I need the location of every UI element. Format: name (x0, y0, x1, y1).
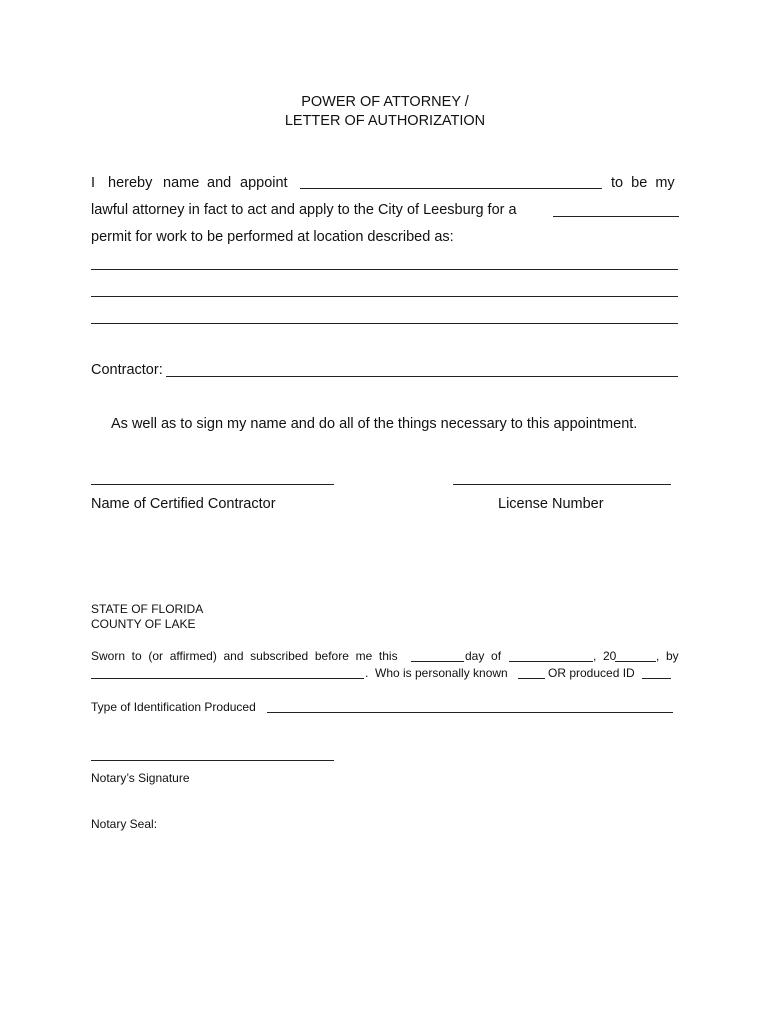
produced-id-blank[interactable] (642, 678, 671, 679)
notary-seal-label: Notary Seal: (91, 817, 158, 831)
notary-signature-line[interactable] (91, 760, 334, 761)
name-of-contractor-label: Name of Certified Contractor (91, 496, 276, 512)
license-number-label: License Number (498, 496, 604, 512)
type-of-id-label: Type of Identification Produced (91, 700, 256, 714)
notary-state: STATE OF FLORIDA (91, 602, 204, 616)
notary-county: COUNTY OF LAKE (91, 617, 196, 631)
sworn-year-blank[interactable] (615, 661, 656, 662)
appoint-tail-text: to be my (611, 175, 675, 191)
type-of-id-blank[interactable] (267, 712, 673, 713)
sworn-by-name-blank[interactable] (91, 678, 364, 679)
document-title-line1: POWER OF ATTORNEY / (301, 94, 469, 110)
location-blank-line-1[interactable] (91, 269, 678, 270)
sworn-day-of-text: day of (465, 649, 502, 663)
sworn-year-prefix: , 20 (593, 649, 617, 663)
produced-id-text: OR produced ID (548, 666, 635, 680)
sworn-month-blank[interactable] (509, 661, 593, 662)
location-blank-line-3[interactable] (91, 323, 678, 324)
appoint-word-appoint: appoint (240, 175, 288, 191)
sign-authorization-text: As well as to sign my name and do all of the things necessary to this appointment. (111, 416, 638, 432)
sworn-by-text: , by (656, 649, 679, 663)
appoint-word-hereby: hereby (108, 175, 153, 191)
location-blank-line-2[interactable] (91, 296, 678, 297)
contractor-label: Contractor: (91, 362, 163, 378)
appoint-word-i: I (91, 175, 96, 191)
document-title-line2: LETTER OF AUTHORIZATION (284, 113, 486, 129)
sworn-day-blank[interactable] (411, 661, 464, 662)
personally-known-text: . Who is personally known (365, 666, 508, 680)
location-description-text: permit for work to be performed at location described as: (91, 229, 454, 245)
permit-type-blank[interactable] (553, 216, 679, 217)
license-number-line[interactable] (453, 484, 671, 485)
notary-signature-label: Notary’s Signature (91, 771, 190, 785)
appoint-word-and: and (207, 175, 232, 191)
attorney-name-blank[interactable] (300, 188, 602, 189)
sworn-text: Sworn to (or affirmed) and subscribed before me this (91, 649, 398, 663)
personally-known-blank[interactable] (518, 678, 545, 679)
lawful-attorney-text: lawful attorney in fact to act and apply to the City of Leesburg for a (91, 202, 517, 218)
appoint-word-name: name (163, 175, 200, 191)
contractor-blank[interactable] (166, 376, 678, 377)
contractor-name-signature-line[interactable] (91, 484, 334, 485)
